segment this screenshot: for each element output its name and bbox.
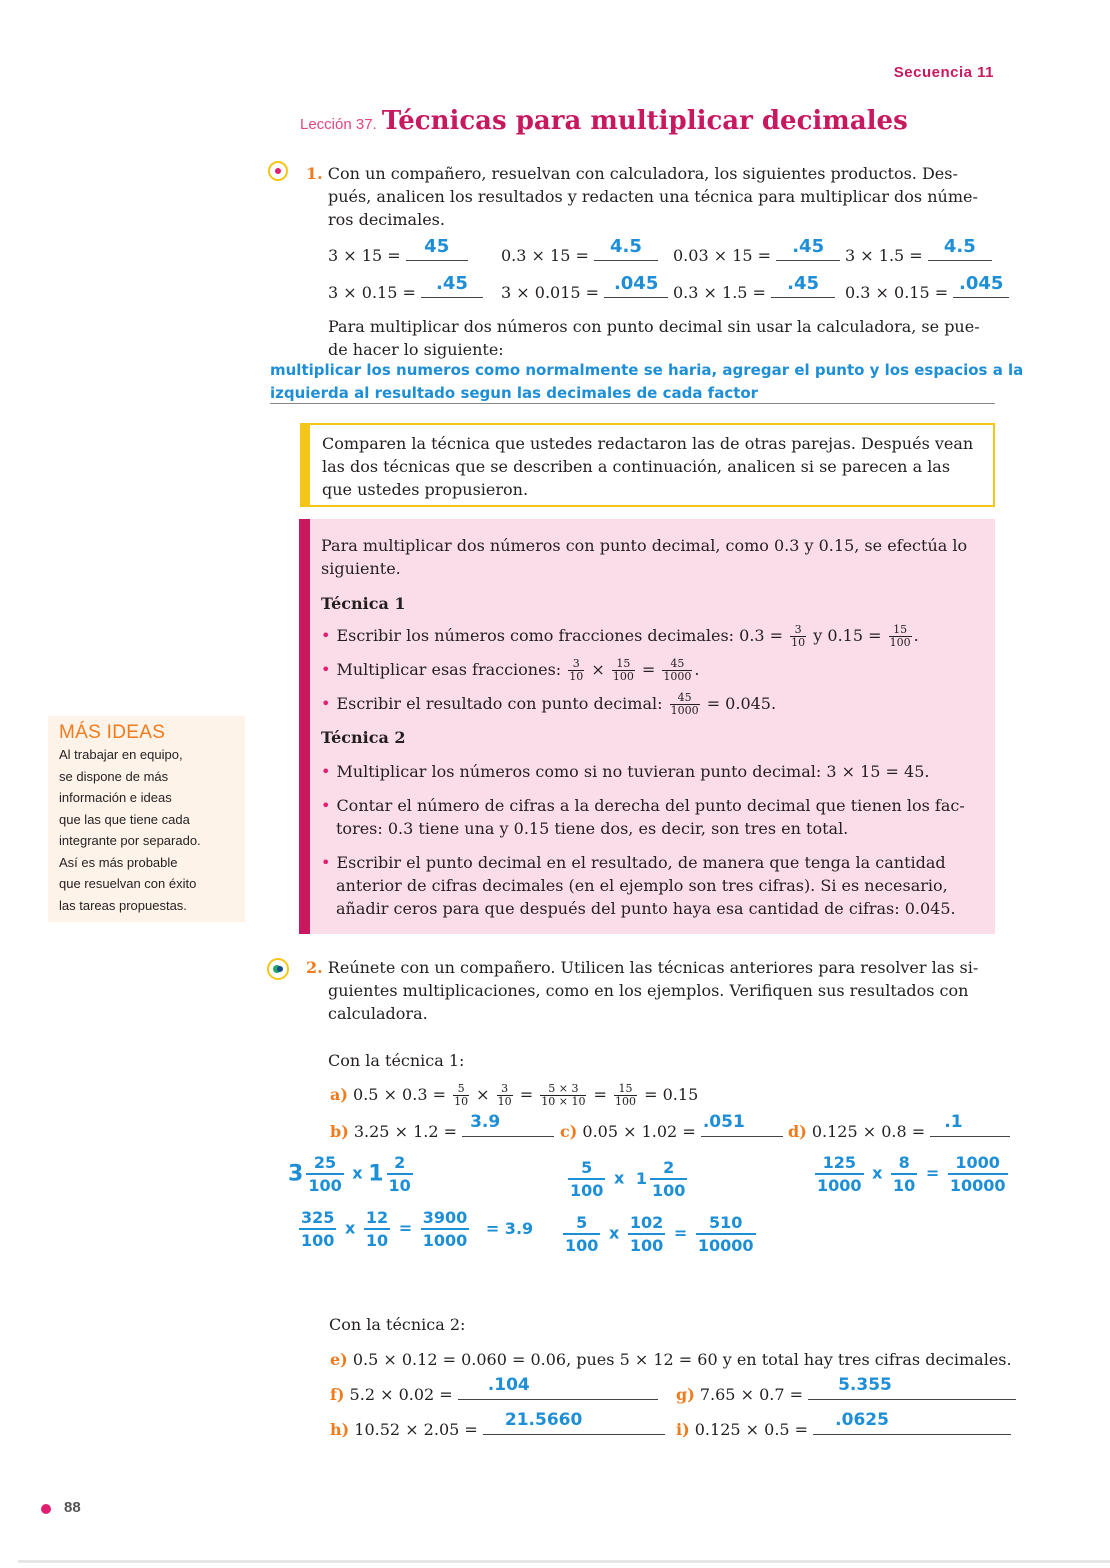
ex1-item-5 <box>328 273 483 304</box>
text: Multiplicar esas fracciones: <box>336 660 562 679</box>
answer: .104 <box>487 1375 530 1395</box>
expr: 3 × 1.5 = <box>845 246 923 265</box>
ex1-item-1 <box>328 236 468 267</box>
expr: 7.65 × 0.7 = <box>699 1385 803 1404</box>
ex1-item-3 <box>673 236 840 267</box>
text-2: tores: 0.3 tiene una y 0.15 tiene dos, es decir, son tres en total. <box>336 819 849 838</box>
t1-bullet-2: • Multiplicar esas fracciones: $\frac{3}{10}$ × $\frac{15}{100}$ = $\frac{45}{1000}$ . <box>321 657 700 683</box>
answer-line[interactable] <box>594 236 658 261</box>
expr: 0.05 × 1.02 = <box>582 1122 696 1141</box>
text-3: añadir ceros para que después del punto haya esa cantidad de cifras: 0.045. <box>336 899 956 918</box>
frac-15-100: $\frac{15}{100}$ <box>889 623 911 649</box>
answer: 21.5660 <box>504 1410 583 1430</box>
text: Escribir el resultado con punto decimal: <box>336 694 663 713</box>
ex2-item-h <box>330 1410 665 1441</box>
technique-2-title: Técnica 2 <box>321 728 406 747</box>
sequence-label: Secuencia 11 <box>893 64 994 81</box>
text-end: = 0.045. <box>706 694 777 713</box>
ex1-text <box>306 162 1006 231</box>
answer: 5.355 <box>838 1375 892 1395</box>
work-d-line1: $\frac{125}{1000}$ x $\frac{8}{10}$ = $\frac{1000}{10000}$ <box>817 1153 1006 1195</box>
label: i) <box>676 1420 690 1439</box>
prompt-line2: de hacer lo siguiente: <box>328 340 504 359</box>
ex1-item-8 <box>845 273 1009 304</box>
compare-box <box>300 423 995 507</box>
page-number: 88 <box>64 1499 81 1516</box>
text: Escribir el punto decimal en el resultado, de manera que tenga la cantidad <box>336 853 946 872</box>
text: 0.5 × 0.12 = 0.060 = 0.06, pues 5 × 12 = 60 y en total hay tres cifras decimales. <box>352 1350 1012 1369</box>
ex1-answer-field[interactable] <box>270 358 1024 404</box>
expr: 0.3 × 0.15 = <box>845 283 949 302</box>
ex2-item-b <box>330 1112 554 1143</box>
expr: 10.52 × 2.05 = <box>354 1420 478 1439</box>
ex1-item-4 <box>845 236 992 267</box>
expr: 3.25 × 1.2 = <box>353 1122 457 1141</box>
expr: 3 × 0.015 = <box>501 283 600 302</box>
label: c) <box>560 1122 578 1141</box>
lesson-heading: Técnicas para multiplicar decimales <box>381 106 908 136</box>
answer-line[interactable] <box>928 236 992 261</box>
t1-bullet-1: • Escribir los números como fracciones decimales: 0.3 = $\frac{3}{10}$ y 0.15 = $\frac{15}{100}$ . <box>321 623 919 649</box>
answer: 3.9 <box>470 1112 501 1132</box>
ex2-item-c <box>560 1112 783 1143</box>
ex1-answer-line1: multiplicar los numeros como normalmente se haria, agregar el punto y los espacios a la <box>270 361 1024 379</box>
lesson-prefix: Lección 37. <box>300 116 377 133</box>
answer-line[interactable] <box>953 273 1009 298</box>
compare-line1: Comparen la técnica que ustedes redactaron las de otras parejas. Después vean <box>322 434 974 453</box>
ex2-number: 2. <box>306 958 323 977</box>
work-b-line2: $\frac{325}{100}$ x $\frac{12}{10}$ = $\frac{3900}{1000}$ = 3.9 <box>301 1208 534 1250</box>
mas-ideas-text: Al trabajar en equipo, se dispone de más información e ideas que las que tiene cada integrante por separado. Así es más probable que resuelvan con éxito las tareas propuestas. <box>59 747 201 913</box>
expr: 3 × 15 = <box>328 246 401 265</box>
label: h) <box>330 1420 350 1439</box>
t2-label: Con la técnica 2: <box>329 1315 466 1334</box>
ex1-line1: Con un compañero, resuelvan con calculadora, los siguientes productos. Des- <box>327 164 958 183</box>
ex1-prompt <box>328 315 1008 361</box>
compare-line3: que ustedes propusieron. <box>322 480 529 499</box>
answer: .0625 <box>835 1410 889 1430</box>
ex1-number: 1. <box>306 164 323 183</box>
answer: .045 <box>613 273 659 294</box>
answer: .45 <box>792 236 825 257</box>
mas-ideas-box <box>48 716 245 922</box>
answer-line[interactable] <box>406 236 468 261</box>
prompt-line1: Para multiplicar dos números con punto decimal sin usar la calculadora, se pue- <box>328 317 980 336</box>
answer-line[interactable] <box>604 273 668 298</box>
answer-line[interactable] <box>808 1375 1016 1400</box>
ex1-line2: pués, analicen los resultados y redacten una técnica para multiplicar dos núme- <box>328 187 978 206</box>
ex1-item-2 <box>501 236 658 267</box>
expr: 5.2 × 0.02 = <box>349 1385 453 1404</box>
expr: 0.3 × 15 = <box>501 246 589 265</box>
ex1-icon <box>268 161 288 181</box>
t2-bullet-1: • Multiplicar los números como si no tuvieran punto decimal: 3 × 15 = 45. <box>321 762 930 781</box>
answer: 4.5 <box>943 236 976 257</box>
page-dot <box>41 1504 51 1514</box>
intro-line2: siguiente. <box>321 559 401 578</box>
mas-ideas-title: MÁS IDEAS <box>59 722 166 743</box>
label: d) <box>788 1122 807 1141</box>
expr: 0.125 × 0.5 = <box>694 1420 809 1439</box>
label: e) <box>330 1350 348 1369</box>
work-b-line1: 3 $\frac{25}{100}$ x 1 $\frac{2}{10}$ <box>288 1153 411 1195</box>
technique-1-title: Técnica 1 <box>321 594 406 613</box>
answer: .45 <box>787 273 819 294</box>
ex1-item-6 <box>501 273 668 304</box>
ex2-item-i <box>676 1410 1011 1441</box>
ex2-text <box>306 956 1006 1025</box>
label: g) <box>676 1385 695 1404</box>
compare-line2: las dos técnicas que se describen a continuación, analicen si se parecen a las <box>322 457 951 476</box>
bottom-divider <box>18 1560 1110 1563</box>
ex2-icon <box>267 958 289 980</box>
answer-line[interactable] <box>458 1375 658 1400</box>
ex2-item-a: a) 0.5 × 0.3 = $\frac{5}{10}$ × $\frac{3}{10}$ = $\frac{5 \times 3}{10 \times 10}$ = $\frac{15}{100}$ = 0.15 <box>330 1082 699 1108</box>
expr: 0.03 × 15 = <box>673 246 772 265</box>
expr: 3 × 0.15 = <box>328 283 416 302</box>
answer: .1 <box>944 1112 963 1132</box>
ex2-item-e <box>330 1348 1012 1371</box>
answer-line[interactable] <box>776 236 840 261</box>
t1-bullet-3: • Escribir el resultado con punto decimal: $\frac{45}{1000}$ = 0.045. <box>321 691 777 717</box>
answer: .051 <box>702 1112 745 1132</box>
text-2: anterior de cifras decimales (en el ejemplo son tres cifras). Si es necesario, <box>336 876 948 895</box>
intro-line1: Para multiplicar dos números con punto decimal, como 0.3 y 0.15, se efectúa lo <box>321 536 968 555</box>
techniques-box <box>299 519 995 934</box>
text: Multiplicar los números como si no tuvieran punto decimal: 3 × 15 = 45. <box>336 762 930 781</box>
ex2-line3: calculadora. <box>328 1004 428 1023</box>
answer-line[interactable] <box>771 273 835 298</box>
work-c-line2: $\frac{5}{100}$ x $\frac{102}{100}$ = $\frac{510}{10000}$ <box>565 1213 754 1255</box>
ex1-answer-line2: izquierda al resultado segun las decimales de cada factor <box>270 384 759 402</box>
ex2-item-g <box>676 1375 1016 1406</box>
label: a) <box>330 1085 348 1104</box>
answer-line[interactable] <box>421 273 483 298</box>
answer-line[interactable] <box>930 1112 1010 1137</box>
work-c-line1: $\frac{5}{100}$ x 1 $\frac{2}{100}$ <box>570 1158 686 1200</box>
text-mid: y 0.15 = <box>813 626 882 645</box>
answer-line[interactable] <box>483 1410 665 1435</box>
answer: 45 <box>424 236 450 257</box>
text: Escribir los números como fracciones decimales: 0.3 = <box>336 626 784 645</box>
ex1-item-7 <box>673 273 835 304</box>
label: b) <box>330 1122 349 1141</box>
ex2-item-d <box>788 1112 1010 1143</box>
ex2-item-f <box>330 1375 658 1406</box>
answer-line[interactable] <box>462 1112 554 1137</box>
label: f) <box>330 1385 345 1404</box>
ex1-line3: ros decimales. <box>328 210 445 229</box>
answer-line[interactable] <box>813 1410 1011 1435</box>
expr: 0.3 × 1.5 = <box>673 283 766 302</box>
ex2-line1: Reúnete con un compañero. Utilicen las técnicas anteriores para resolver las si- <box>327 958 979 977</box>
answer: .045 <box>959 273 1004 294</box>
lesson-title <box>300 106 908 136</box>
answer: .45 <box>436 273 468 294</box>
frac-3-10: $\frac{3}{10}$ <box>791 623 806 649</box>
text: Contar el número de cifras a la derecha del punto decimal que tienen los fac- <box>336 796 965 815</box>
ex2-line2: guientes multiplicaciones, como en los ejemplos. Verifiquen sus resultados con <box>328 981 969 1000</box>
t2-bullet-2: • Contar el número de cifras a la derecha del punto decimal que tienen los fac- tores: 0.3 tiene una y 0.15 tiene dos, es decir, son tres en total. <box>321 794 983 840</box>
answer: 4.5 <box>610 236 642 257</box>
expr: 0.5 × 0.3 = <box>353 1085 446 1104</box>
expr: 0.125 × 0.8 = <box>811 1122 926 1141</box>
t2-bullet-3: • Escribir el punto decimal en el resultado, de manera que tenga la cantidad anterior de cifras decimales (en el ejemplo son tres cifras). Si es necesario, añadir ceros para que después del punto haya esa cantidad de cifras: 0.045. <box>321 851 983 920</box>
answer-line[interactable] <box>701 1112 783 1137</box>
t1-label: Con la técnica 1: <box>328 1051 465 1070</box>
